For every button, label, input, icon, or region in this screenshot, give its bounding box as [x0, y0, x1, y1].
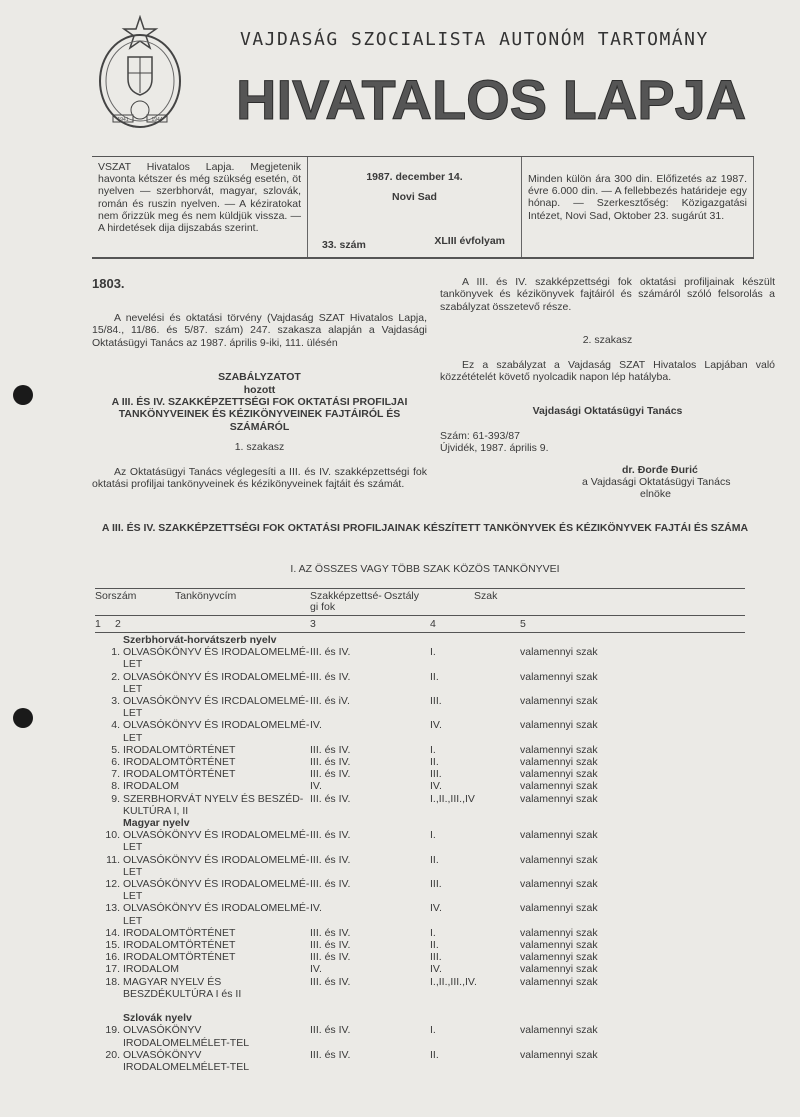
row-title: OLVASÓKÖNYV ÉS IRODALOMELMÉ-LET	[123, 878, 310, 903]
info-pricing: Minden külön ára 300 din. Előfizetés az 1987. évre 6.000 din. — A fellebbezés határideje egy hónap. — Szerkesztőség: Közigazgatási Intézet, Novi Sad, Oktober 23. sugárút 31.	[522, 157, 754, 257]
issuer: Vajdasági Oktatásügyi Tanács	[532, 405, 683, 418]
heading-regulation: SZABÁLYZATOT	[218, 371, 301, 384]
issue-place: Novi Sad	[392, 191, 437, 203]
section-1-text: Az Oktatásügyi Tanács véglegesíti a III. és IV. szakképzettségi fok oktatási profiljai tankönyveinek és kézikönyveinek fajtáit és számát.	[92, 465, 427, 491]
row-class: I.,II.,III.,IV.	[430, 975, 477, 988]
row-number: 13.	[105, 902, 120, 915]
row-number: 8.	[111, 780, 120, 793]
row-level: III. és IV.	[310, 878, 351, 891]
row-specialty: valamennyi szak	[520, 902, 598, 915]
row-number: 3.	[111, 695, 120, 708]
row-class: I.	[430, 1024, 436, 1037]
row-number: 18.	[105, 975, 120, 988]
row-class: IV.	[430, 780, 442, 793]
row-level: III. és IV.	[310, 646, 351, 659]
row-specialty: valamennyi szak	[520, 853, 598, 866]
row-class: I.	[430, 743, 436, 756]
col-header-title: Tankönyvcím	[175, 590, 237, 602]
row-level: III. és IV.	[310, 756, 351, 769]
table-row	[95, 963, 745, 975]
row-specialty: valamennyi szak	[520, 926, 598, 939]
row-level: III. és IV.	[310, 768, 351, 781]
table-row	[95, 671, 745, 695]
row-specialty: valamennyi szak	[520, 975, 598, 988]
table-body	[95, 634, 745, 1073]
table-row	[95, 744, 745, 756]
column-numbers-row	[95, 616, 745, 633]
info-issue	[308, 157, 522, 257]
row-title: OLVASÓKÖNYV ÉS IRODALOMELMÉ-LET	[123, 853, 310, 878]
row-title: OLVASÓKÖNYV ÉS IRODALOMELMÉ-LET	[123, 829, 310, 854]
punch-hole	[13, 708, 33, 728]
row-title: SZERBHORVÁT NYELV ÉS BESZÉD-KULTÚRA I, II	[123, 792, 304, 817]
table-row	[95, 951, 745, 963]
row-class: II.	[430, 1048, 439, 1061]
list-title: A III. ÉS IV. SZAKKÉPZETTSÉGI FOK OKTATÁSI PROFILJAINAK KÉSZÍTETT TANKÖNYVEK ÉS KÉZIKÖNYVEK FAJTÁI ÉS SZÁMA	[101, 522, 749, 534]
col-header-specialty: Szak	[474, 590, 498, 602]
row-specialty: valamennyi szak	[520, 829, 598, 842]
info-publication: VSZAT Hivatalos Lapja. Megjetenik havonta kétszer és még szükség esetén, öt nyelven — szerbhorvát, magyar, szlovák, román és ruszin nyelven. — A kéziratokat nem őrizzük meg és nem küldjük vissza. — A hirdetések dija dijszabás szerint.	[92, 157, 308, 257]
row-level: III. és IV.	[310, 670, 351, 683]
row-class: IV.	[430, 902, 442, 915]
col-header-level: Szakképzettsé-gi fok	[310, 590, 382, 613]
list-subtitle: I. AZ ÖSSZES VAGY TÖBB SZAK KÖZÖS TANKÖNYVEI	[290, 563, 560, 575]
row-class: III.	[430, 951, 442, 964]
row-class: IV.	[430, 719, 442, 732]
table-row	[95, 756, 745, 768]
row-class: II.	[430, 853, 439, 866]
intro-paragraph: A nevelési és oktatási törvény (Vajdaság SZAT Hivatalos Lapja, 15/84., 11/86. és 5/87. szám) 247. szakasza alapján a Vajdasági Oktatásügyi Tanács az 1987. április 9-iki, 111. ülésén	[92, 312, 427, 349]
col-number: 1	[95, 618, 101, 630]
row-specialty: valamennyi szak	[520, 792, 598, 805]
row-title: IRODALOMTÖRTÉNET	[123, 768, 236, 781]
row-class: II.	[430, 939, 439, 952]
row-title: MAGYAR NYELV ÉS BESZDÉKULTÚRA I és II	[123, 975, 242, 1000]
col-number: 2	[115, 618, 121, 630]
language-section-heading: Magyar nyelv	[123, 817, 190, 830]
reference-number: Szám: 61-393/87	[440, 429, 520, 442]
emblem-year-1941: 1941	[117, 117, 129, 123]
row-title: IRODALOM	[123, 780, 180, 793]
row-level: IV.	[310, 780, 322, 793]
row-title: OLVASÓKÖNYV IRODALOMELMÉLET-TEL	[123, 1024, 250, 1049]
row-title: OLVASÓKÖNYV ÉS IRODALOMELMÉ-LET	[123, 670, 310, 695]
row-specialty: valamennyi szak	[520, 951, 598, 964]
masthead-title: HIVATALOS LAPJA	[236, 68, 747, 131]
table-row	[95, 976, 745, 1000]
row-class: III.	[430, 878, 442, 891]
issue-volume: XLIII évfolyam	[434, 235, 505, 247]
heading-adopted: hozott	[243, 383, 276, 396]
row-specialty: valamennyi szak	[520, 719, 598, 732]
row-class: III.	[430, 768, 442, 781]
row-title: OLVASÓKÖNYV IRODALOMELMÉLET-TEL	[123, 1048, 250, 1073]
row-title: IRODALOMTÖRTÉNET	[123, 951, 236, 964]
row-title: IRODALOMTÖRTÉNET	[123, 939, 236, 952]
row-title: IRODALOM	[123, 963, 180, 976]
masthead-subtitle: VAJDASÁG SZOCIALISTA AUTONÓM TARTOMÁNY	[240, 29, 709, 50]
row-number: 7.	[111, 768, 120, 781]
row-level: III. és iV.	[310, 695, 350, 708]
row-number: 16.	[105, 951, 120, 964]
row-class: I.	[430, 646, 436, 659]
row-level: III. és IV.	[310, 926, 351, 939]
row-class: III.	[430, 695, 442, 708]
row-level: III. és IV.	[310, 829, 351, 842]
table-row	[95, 646, 745, 670]
section-2-title: 2. szakasz	[582, 334, 633, 347]
row-class: I.	[430, 926, 436, 939]
issue-date: 1987. december 14.	[366, 171, 463, 183]
col-header-class: Osztály	[384, 590, 420, 602]
row-level: III. és IV.	[310, 792, 351, 805]
row-number: 15.	[105, 939, 120, 952]
table-row	[95, 927, 745, 939]
row-specialty: valamennyi szak	[520, 646, 598, 659]
row-number: 10.	[105, 829, 120, 842]
row-class: II.	[430, 756, 439, 769]
right-column	[440, 276, 775, 501]
table-row	[95, 780, 745, 792]
signer-role: a Vajdasági Oktatásügyi Tanács	[582, 476, 731, 489]
section-1-text-continued: A III. és IV. szakképzettségi fok oktatási profiljainak készült tankönyvek és kézikönyvek fajtáiról és számáról szóló felsorolás a szabályzat összetevő része.	[440, 276, 775, 313]
language-section-heading: Szlovák nyelv	[123, 1012, 192, 1025]
row-number: 2.	[111, 670, 120, 683]
coat-of-arms-emblem	[95, 15, 185, 133]
reference-place-date: Újvidék, 1987. április 9.	[440, 442, 549, 455]
row-specialty: valamennyi szak	[520, 939, 598, 952]
left-column	[92, 312, 427, 490]
row-number: 5.	[111, 743, 120, 756]
row-specialty: valamennyi szak	[520, 878, 598, 891]
row-level: III. és IV.	[310, 853, 351, 866]
row-specialty: valamennyi szak	[520, 756, 598, 769]
emblem-year-1944: 1944	[151, 117, 163, 123]
row-title: OLVASÓKÖNYV ÉS IRODALOMELMÉ-LET	[123, 902, 310, 927]
table-row	[95, 1024, 745, 1048]
section-1-title: 1. szakasz	[234, 441, 285, 454]
row-number: 1.	[111, 646, 120, 659]
row-specialty: valamennyi szak	[520, 695, 598, 708]
row-specialty: valamennyi szak	[520, 963, 598, 976]
row-number: 14.	[105, 926, 120, 939]
row-level: IV.	[310, 902, 322, 915]
table-row	[95, 793, 745, 817]
issue-number: 33. szám	[322, 239, 366, 251]
signer-title: elnöke	[640, 488, 671, 501]
table-row	[95, 878, 745, 902]
row-class: IV.	[430, 963, 442, 976]
row-level: III. és IV.	[310, 743, 351, 756]
heading-subject: A III. ÉS IV. SZAKKÉPZETTSÉGI FOK OKTATÁSI PROFILJAI TANKÖNYVEINEK ÉS KÉZIKÖNYVEINEK FAJTÁIRÓL ÉS SZÁMÁRÓL	[111, 396, 408, 433]
row-title: OLVASÓKÖNYV ÉS IRCDALOMELMÉ-LET	[123, 695, 309, 720]
row-specialty: valamennyi szak	[520, 780, 598, 793]
col-number: 5	[520, 618, 526, 630]
row-number: 19.	[105, 1024, 120, 1037]
info-box	[92, 156, 754, 259]
row-level: III. és IV.	[310, 975, 351, 988]
row-title: IRODALOMTÖRTÉNET	[123, 926, 236, 939]
table-header	[95, 588, 745, 616]
table-row	[95, 719, 745, 743]
col-number: 4	[430, 618, 436, 630]
row-level: IV.	[310, 719, 322, 732]
table-row	[95, 939, 745, 951]
row-class: I.	[430, 829, 436, 842]
row-title: OLVASÓKÖNYV ÉS IRODALOMELMÉ-LET	[123, 719, 310, 744]
row-specialty: valamennyi szak	[520, 768, 598, 781]
row-number: 20.	[105, 1048, 120, 1061]
row-specialty: valamennyi szak	[520, 743, 598, 756]
row-number: 11.	[106, 853, 120, 866]
row-title: IRODALOMTÖRTÉNET	[123, 756, 236, 769]
table-row	[95, 854, 745, 878]
table-row	[95, 902, 745, 926]
table-row	[95, 768, 745, 780]
table-row	[95, 1049, 745, 1073]
row-level: IV.	[310, 963, 322, 976]
row-specialty: valamennyi szak	[520, 1048, 598, 1061]
row-number: 9.	[111, 792, 120, 805]
punch-hole	[13, 385, 33, 405]
signer-name: dr. Đorđe Đurić	[622, 463, 698, 476]
document-number: 1803.	[92, 276, 125, 291]
row-level: III. és IV.	[310, 939, 351, 952]
row-title: OLVASÓKÖNYV ÉS IRODALOMELMÉ-LET	[123, 646, 310, 671]
row-number: 6.	[111, 756, 120, 769]
table-row	[95, 695, 745, 719]
language-section-heading: Szerbhorvát-horvátszerb nyelv	[123, 634, 277, 646]
table-row	[95, 829, 745, 853]
row-level: III. és IV.	[310, 1024, 351, 1037]
section-2-text: Ez a szabályzat a Vajdaság SZAT Hivatalos Lapjában való közzétételét követő nyolcadik napon lép hatályba.	[440, 358, 775, 384]
row-title: IRODALOMTÖRTÉNET	[123, 743, 236, 756]
row-specialty: valamennyi szak	[520, 1024, 598, 1037]
row-level: III. és IV.	[310, 1048, 351, 1061]
row-class: I.,II.,III.,IV	[430, 792, 475, 805]
row-number: 17.	[105, 963, 120, 976]
row-level: III. és IV.	[310, 951, 351, 964]
col-number: 3	[310, 618, 316, 630]
row-class: II.	[430, 670, 439, 683]
textbook-table	[95, 588, 745, 1073]
row-number: 12.	[105, 878, 120, 891]
row-number: 4.	[111, 719, 120, 732]
col-header-number: Sorszám	[95, 590, 137, 602]
row-specialty: valamennyi szak	[520, 670, 598, 683]
